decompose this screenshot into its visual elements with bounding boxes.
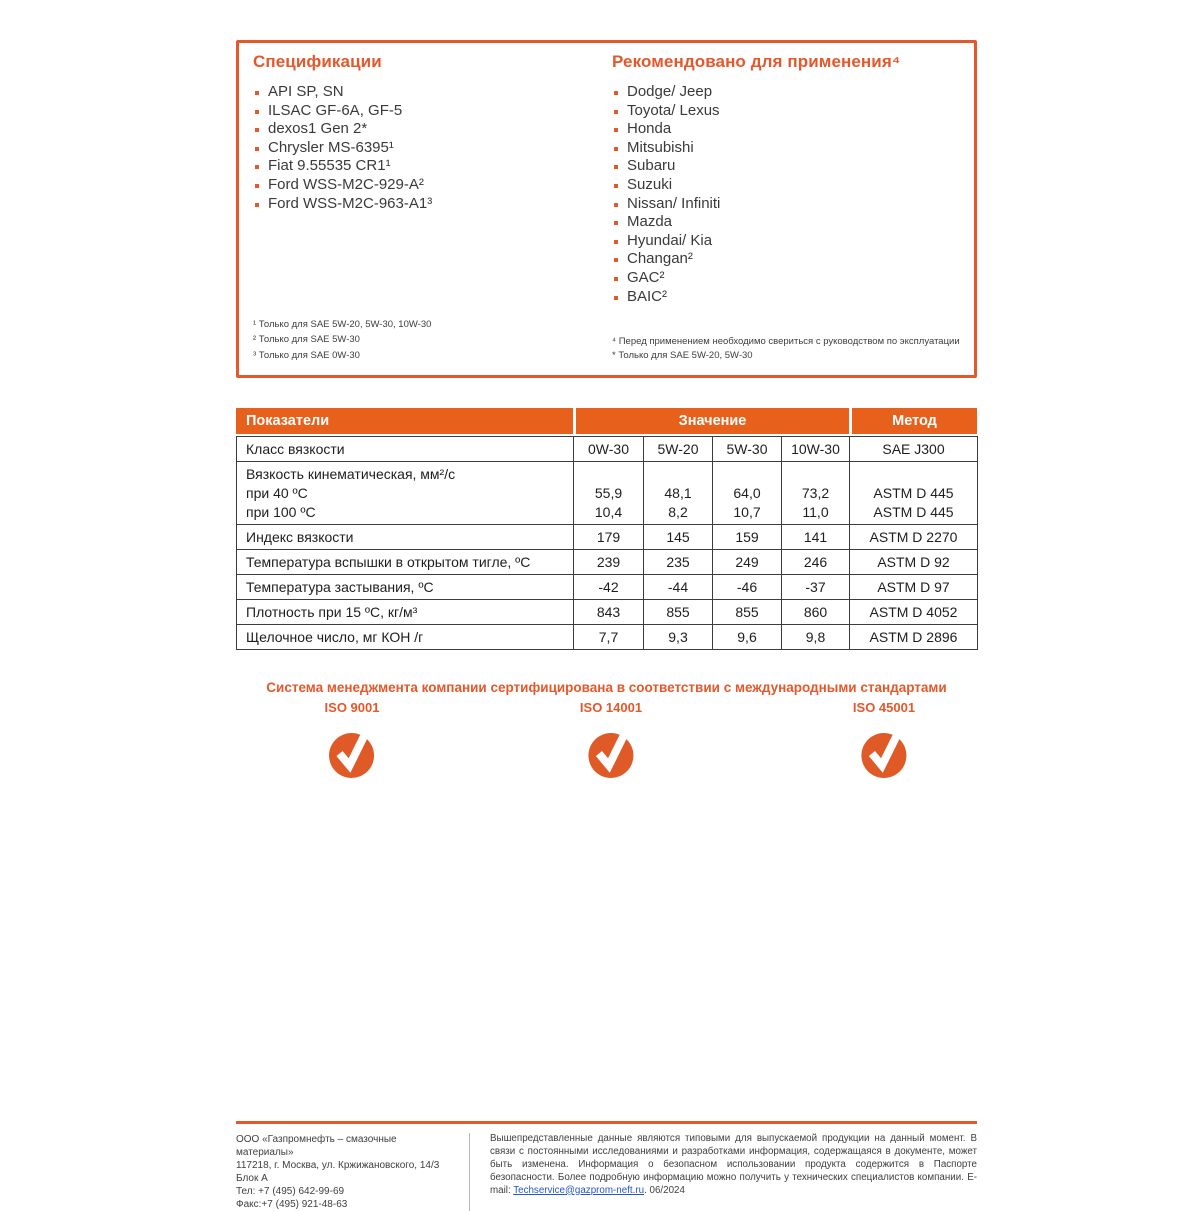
bullet-icon xyxy=(614,147,618,151)
bullet-icon xyxy=(614,91,618,95)
table-cell-value: -37 xyxy=(782,575,850,600)
specifications-list xyxy=(253,83,612,213)
table-cell-value: -42 xyxy=(574,575,644,600)
bullet-icon xyxy=(614,128,618,132)
table-row xyxy=(237,625,978,650)
bullet-icon xyxy=(614,277,618,281)
table-cell-method: ASTM D 2896 xyxy=(850,625,978,650)
table-cell-value: 843 xyxy=(574,600,644,625)
table-cell-value: 239 xyxy=(574,550,644,575)
list-item-label: Honda xyxy=(627,120,672,138)
table-row xyxy=(237,550,978,575)
list-item-label: Dodge/ Jeep xyxy=(627,83,713,100)
text-line: 117218, г. Москва, ул. Кржижановского, 14/3 Блок А xyxy=(236,1160,440,1184)
table-cell-indicator: Плотность при 15 ºС, кг/м³ xyxy=(237,600,574,625)
list-item-label: Mitsubishi xyxy=(627,138,694,156)
list-item-label: dexos1 Gen 2* xyxy=(268,120,368,138)
list-item xyxy=(612,83,964,102)
list-item xyxy=(612,250,964,269)
list-item xyxy=(612,176,964,195)
checkmark-icon xyxy=(861,722,908,779)
table-cell-indicator: Температура застывания, ºС xyxy=(237,575,574,600)
table-cell-value: 141 xyxy=(782,525,850,550)
properties-table xyxy=(236,408,977,650)
bullet-icon xyxy=(614,240,618,244)
specifications-title: Спецификации xyxy=(253,52,382,71)
bullet-icon xyxy=(614,203,618,207)
table-row xyxy=(237,437,978,462)
table-cell-value: 9,6 xyxy=(713,625,782,650)
bullet-icon xyxy=(614,296,618,300)
bullet-icon xyxy=(255,110,259,114)
list-item-label: BAIC² xyxy=(627,287,668,305)
list-item-label: Fiat 9.55535 CR1¹ xyxy=(268,157,391,175)
table-row xyxy=(237,462,978,525)
list-item xyxy=(612,269,964,288)
table-cell-value: 855 xyxy=(644,600,713,625)
list-item xyxy=(253,120,612,139)
bullet-icon xyxy=(255,203,259,207)
list-item-label: ILSAC GF-6A, GF-5 xyxy=(268,101,403,119)
email-link[interactable]: Techservice@gazprom-neft.ru xyxy=(513,1184,645,1196)
list-item xyxy=(612,232,964,251)
table-cell-value: 7,7 xyxy=(574,625,644,650)
table-cell-indicator: Класс вязкости xyxy=(237,437,574,462)
table-cell-value: 246 xyxy=(782,550,850,575)
table-row xyxy=(237,575,978,600)
list-item xyxy=(253,176,612,195)
table-cell-value: -44 xyxy=(644,575,713,600)
footer-divider xyxy=(236,1121,977,1124)
list-item xyxy=(612,102,964,121)
table-cell-value: 73,2 11,0 xyxy=(782,462,850,525)
list-item xyxy=(253,195,612,214)
table-cell-value: -46 xyxy=(713,575,782,600)
list-item xyxy=(612,288,964,307)
bullet-icon xyxy=(614,110,618,114)
table-body xyxy=(236,436,978,650)
table-cell-value: 855 xyxy=(713,600,782,625)
table-cell-value: 0W-30 xyxy=(574,437,644,462)
list-item xyxy=(612,195,964,214)
recommendations-column xyxy=(612,52,964,363)
bullet-icon xyxy=(255,128,259,132)
company-contact-block xyxy=(236,1133,470,1211)
list-item-label: Ford WSS-M2C-929-A² xyxy=(268,175,424,193)
text-line: ³ Только для SAE 0W-30 xyxy=(253,349,360,361)
text-line: ² Только для SAE 5W-30 xyxy=(253,334,360,345)
list-item xyxy=(612,120,964,139)
table-cell-value: 9,3 xyxy=(644,625,713,650)
checkmark-icon xyxy=(329,722,376,779)
table-row xyxy=(237,525,978,550)
specifications-footnotes xyxy=(253,317,612,364)
list-item xyxy=(612,213,964,232)
disclaimer-suffix: . 06/2024 xyxy=(644,1184,685,1196)
table-cell-value: 55,9 10,4 xyxy=(574,462,644,525)
table-cell-method: SAE J300 xyxy=(850,437,978,462)
bullet-icon xyxy=(614,165,618,169)
iso-badges-row xyxy=(236,700,977,790)
bullet-icon xyxy=(614,258,618,262)
table-cell-method: ASTM D 445 ASTM D 445 xyxy=(850,462,978,525)
bullet-icon xyxy=(614,184,618,188)
specifications-column xyxy=(253,52,612,363)
text-line: ⁴ Перед применением необходимо свериться с руководством по эксплуатации xyxy=(612,336,960,347)
list-item-label: Hyundai/ Kia xyxy=(627,231,713,249)
list-item-label: Subaru xyxy=(627,157,676,175)
table-row xyxy=(237,600,978,625)
iso-badge-label: ISO 14001 xyxy=(579,700,643,715)
table-cell-method: ASTM D 4052 xyxy=(850,600,978,625)
recommendations-list xyxy=(612,83,964,306)
bullet-icon xyxy=(255,147,259,151)
table-cell-value: 249 xyxy=(713,550,782,575)
table-cell-method: ASTM D 2270 xyxy=(850,525,978,550)
list-item-label: Toyota/ Lexus xyxy=(627,101,720,119)
table-cell-indicator: Вязкость кинематическая, мм²/с при 40 ºС при 100 ºС xyxy=(237,462,574,525)
table-cell-value: 5W-20 xyxy=(644,437,713,462)
list-item-label: Chrysler MS-6395¹ xyxy=(268,138,394,156)
bullet-icon xyxy=(255,184,259,188)
list-item-label: Ford WSS-M2C-963-A1³ xyxy=(268,194,433,212)
iso-badge xyxy=(853,700,915,784)
text-line: * Только для SAE 5W-20, 5W-30 xyxy=(612,350,753,361)
table-cell-value: 64,0 10,7 xyxy=(713,462,782,525)
table-cell-value: 159 xyxy=(713,525,782,550)
bullet-icon xyxy=(255,165,259,169)
table-cell-indicator: Температура вспышки в открытом тигле, ºС xyxy=(237,550,574,575)
bullet-icon xyxy=(255,91,259,95)
recommendations-footnotes xyxy=(612,335,964,363)
list-item xyxy=(253,157,612,176)
list-item xyxy=(253,102,612,121)
table-cell-value: 145 xyxy=(644,525,713,550)
checkmark-icon xyxy=(588,722,635,779)
list-item xyxy=(253,83,612,102)
iso-badge xyxy=(580,700,642,784)
list-item-label: Nissan/ Infiniti xyxy=(627,194,721,212)
recommendations-title: Рекомендовано для применения⁴ xyxy=(612,52,901,71)
table-header-row xyxy=(236,408,977,434)
list-item xyxy=(253,139,612,158)
list-item xyxy=(612,157,964,176)
table-cell-value: 5W-30 xyxy=(713,437,782,462)
table-header-indicators: Показатели xyxy=(236,408,573,434)
disclaimer-text: Вышепредставленные данные являются типовыми для выпускаемой продукции на данный момент. В связи с постоянными исследованиями и разработками информация, содержащаяся в документе, может быть изменена. Информация о безопасном использовании продукта содержится в Паспорте безопасности. Более подробную информацию можно получить у технических специалистов компании. E-mail: xyxy=(490,1133,977,1196)
specifications-box xyxy=(236,40,977,378)
iso-certification-title: Система менеджмента компании сертифицирована в соответствии с международными стандартами xyxy=(266,680,947,695)
list-item xyxy=(612,139,964,158)
iso-badge-label: ISO 45001 xyxy=(852,700,916,715)
table-cell-value: 48,1 8,2 xyxy=(644,462,713,525)
table-header-method: Метод xyxy=(849,408,977,434)
list-item-label: Suzuki xyxy=(627,175,673,193)
list-item-label: API SP, SN xyxy=(268,83,344,100)
list-item-label: Changan² xyxy=(627,250,693,268)
footer xyxy=(236,1133,977,1211)
iso-badge-label: ISO 9001 xyxy=(324,700,380,715)
bullet-icon xyxy=(614,221,618,225)
table-cell-value: 9,8 xyxy=(782,625,850,650)
table-cell-indicator: Индекс вязкости xyxy=(237,525,574,550)
table-cell-value: 235 xyxy=(644,550,713,575)
table-cell-value: 860 xyxy=(782,600,850,625)
text-line: ООО «Газпромнефть – смазочные материалы» xyxy=(236,1134,397,1158)
table-cell-method: ASTM D 97 xyxy=(850,575,978,600)
text-line: Тел: +7 (495) 642-99-69 xyxy=(236,1186,345,1197)
table-cell-indicator: Щелочное число, мг КОН /г xyxy=(237,625,574,650)
table-cell-value: 179 xyxy=(574,525,644,550)
iso-badge xyxy=(325,700,380,784)
disclaimer-block xyxy=(490,1133,977,1211)
table-cell-value: 10W-30 xyxy=(782,437,850,462)
text-line: ¹ Только для SAE 5W-20, 5W-30, 10W-30 xyxy=(253,318,432,330)
text-line: Факс:+7 (495) 921-48-63 xyxy=(236,1199,348,1210)
list-item-label: Mazda xyxy=(627,213,673,231)
table-cell-method: ASTM D 92 xyxy=(850,550,978,575)
table-header-value: Значение xyxy=(573,408,849,434)
list-item-label: GAC² xyxy=(627,268,665,286)
